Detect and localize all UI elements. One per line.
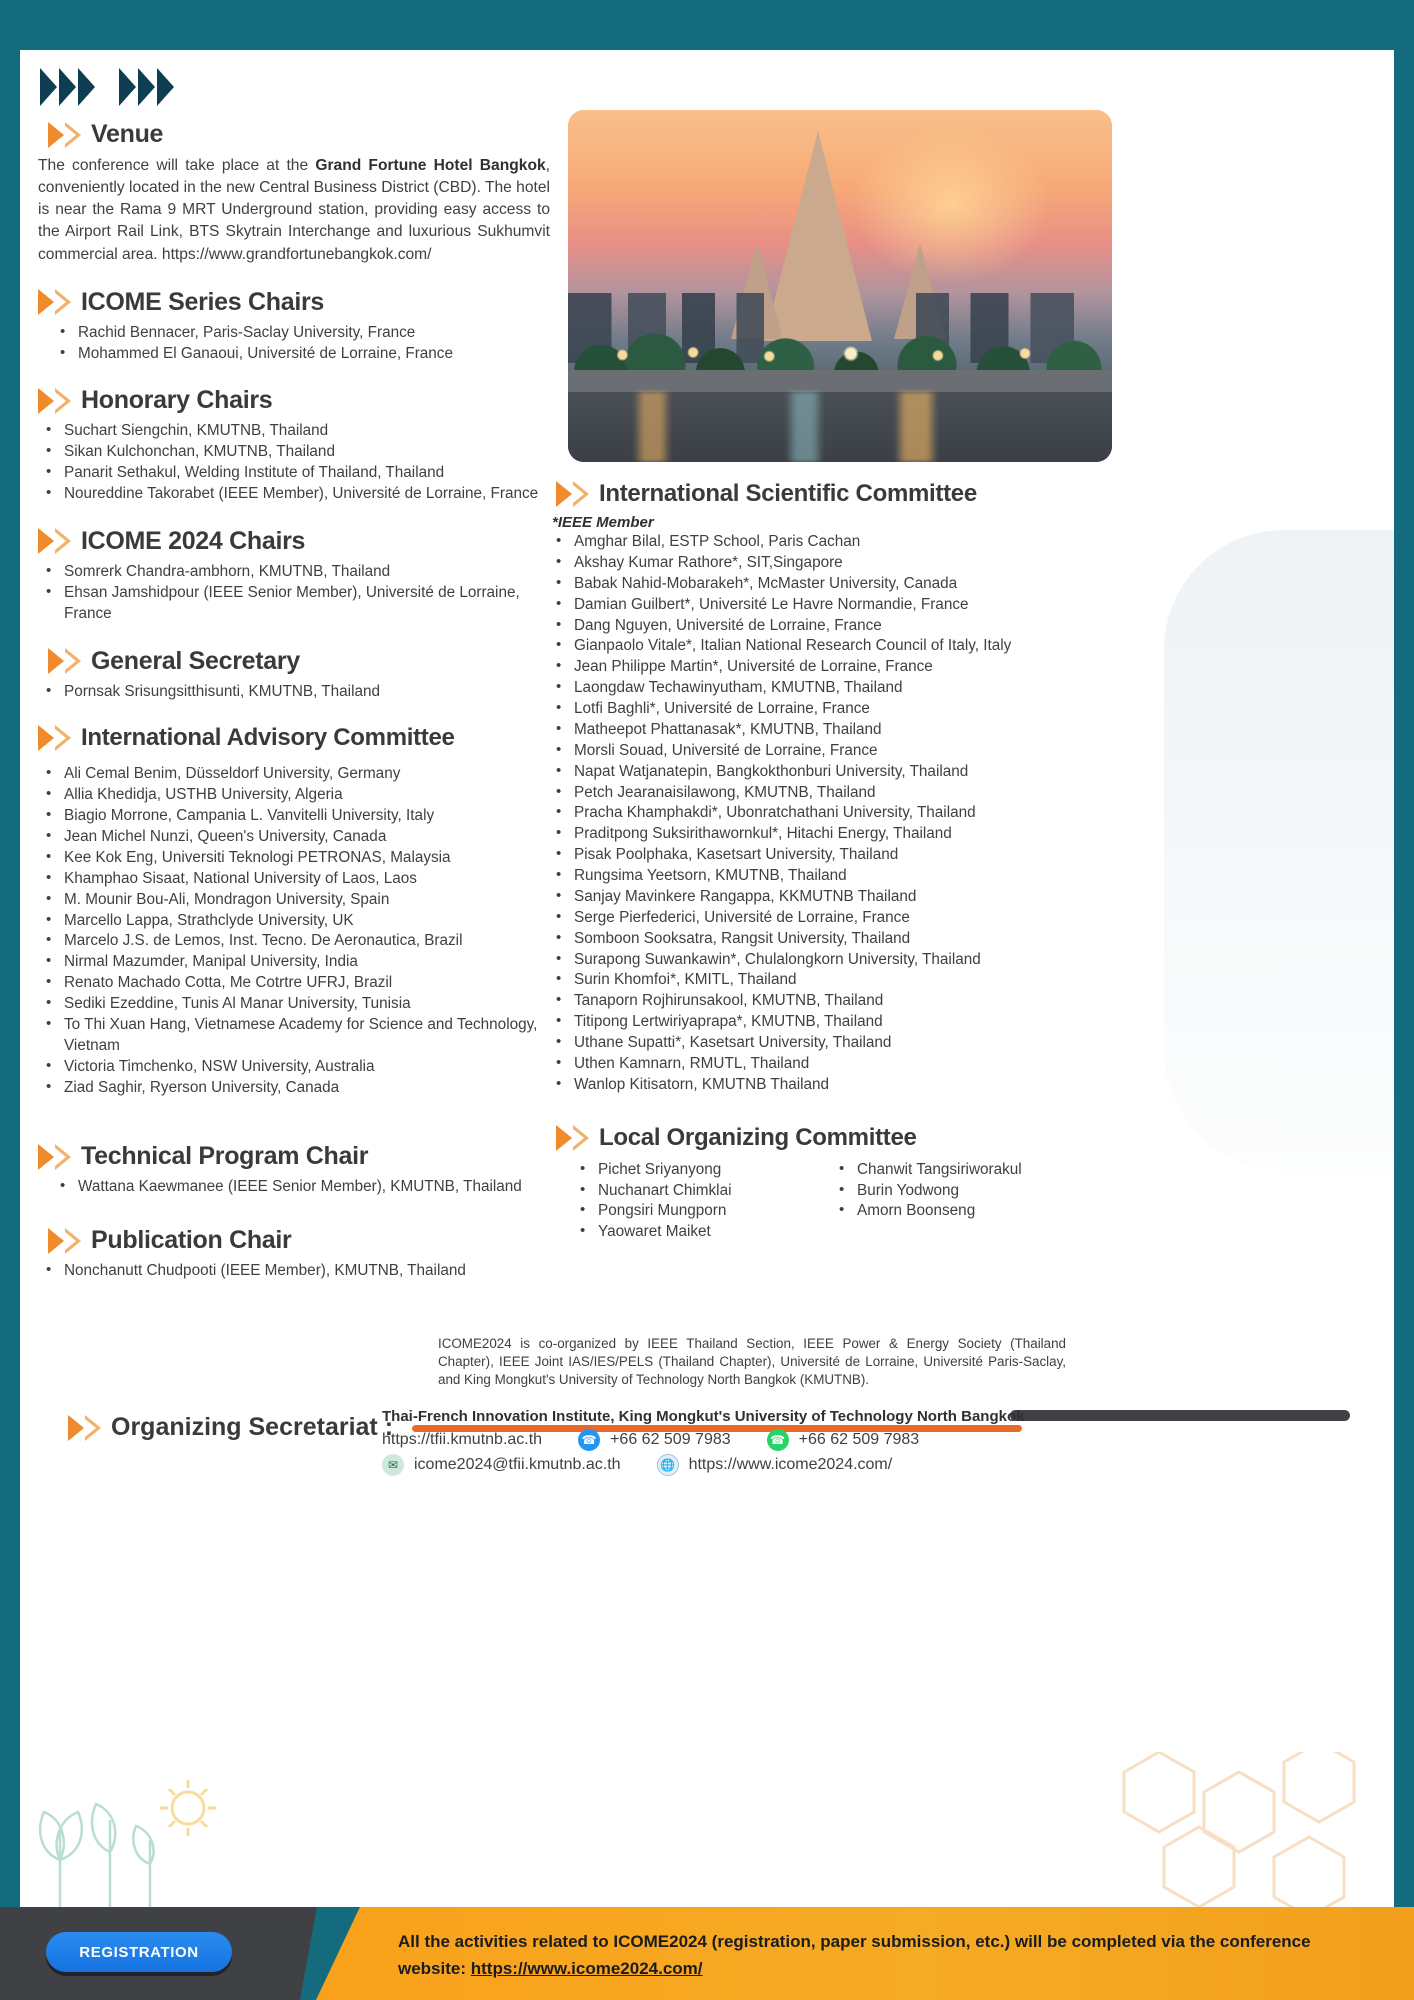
list-item: • Rachid Bennacer, Paris-Saclay University, France bbox=[38, 323, 550, 344]
dark-divider bbox=[1010, 1410, 1350, 1421]
list-item: • M. Mounir Bou-Ali, Mondragon University, Spain bbox=[38, 890, 550, 911]
secretariat-details bbox=[382, 1408, 1042, 1476]
photo-reflections bbox=[568, 392, 1112, 462]
double-arrow-icon bbox=[48, 1228, 81, 1254]
list-item: • Pongsiri Mungporn bbox=[572, 1201, 817, 1222]
list-item: • Pichet Sriyanyong bbox=[572, 1160, 817, 1181]
chevron-right-icon bbox=[59, 68, 76, 106]
publication-chair-list bbox=[38, 1261, 550, 1282]
list-item: • Nirmal Mazumder, Manipal University, India bbox=[38, 952, 550, 973]
list-item: • Babak Nahid-Mobarakeh*, McMaster University, Canada bbox=[548, 574, 1076, 595]
local-committee-column-one bbox=[572, 1160, 817, 1244]
icome-2024-chairs-heading-label: ICOME 2024 Chairs bbox=[81, 526, 306, 555]
photo-lights bbox=[568, 342, 1112, 368]
double-arrow-icon bbox=[556, 481, 589, 507]
scientific-committee-list bbox=[548, 532, 1076, 1096]
list-item: • Burin Yodwong bbox=[831, 1181, 1076, 1202]
list-item: • Jean Michel Nunzi, Queen's University, Canada bbox=[38, 827, 550, 848]
local-committee-columns bbox=[548, 1160, 1076, 1250]
list-item: • Mohammed El Ganaoui, Université de Lorraine, France bbox=[38, 344, 550, 365]
list-item: • Ehsan Jamshidpour (IEEE Senior Member), Université de Lorraine, France bbox=[38, 583, 550, 625]
secretariat-whatsapp: +66 62 509 7983 bbox=[798, 1431, 920, 1448]
double-arrow-icon bbox=[38, 528, 71, 554]
decorative-chevrons bbox=[40, 68, 174, 106]
list-item: • Dang Nguyen, Université de Lorraine, France bbox=[548, 616, 1076, 637]
list-item: • Uthane Supatti*, Kasetsart University, Thailand bbox=[548, 1033, 1076, 1054]
scientific-committee-heading bbox=[556, 480, 1076, 508]
list-item: • To Thi Xuan Hang, Vietnamese Academy for Science and Technology, Vietnam bbox=[38, 1015, 550, 1057]
list-item: • Pracha Khamphakdi*, Ubonratchathani University, Thailand bbox=[548, 803, 1076, 824]
leaf-decoration-icon bbox=[30, 1760, 260, 1910]
secretariat-website-link[interactable]: https://tfii.kmutnb.ac.th bbox=[382, 1431, 543, 1448]
chevron-right-icon bbox=[40, 68, 57, 106]
list-item: • Amorn Boonseng bbox=[831, 1201, 1076, 1222]
conference-website-link[interactable]: https://www.icome2024.com/ bbox=[470, 1959, 703, 1979]
series-chairs-heading bbox=[38, 288, 550, 317]
technical-program-chair-heading-label: Technical Program Chair bbox=[81, 1142, 369, 1171]
photo-quay bbox=[568, 370, 1112, 392]
right-column bbox=[548, 480, 1076, 1249]
list-item: • Biagio Morrone, Campania L. Vanvitelli University, Italy bbox=[38, 806, 550, 827]
advisory-committee-list bbox=[38, 764, 550, 1098]
venue-hotel-name: Grand Fortune Hotel Bangkok bbox=[315, 157, 546, 174]
ieee-member-note: *IEEE Member bbox=[552, 514, 654, 531]
secretariat-heading-label: Organizing Secretariat : bbox=[111, 1413, 394, 1441]
list-item: • Lotfi Baghli*, Université de Lorraine, France bbox=[548, 699, 1076, 720]
phone-icon: ☎ bbox=[578, 1429, 600, 1451]
publication-chair-heading-label: Publication Chair bbox=[91, 1226, 292, 1255]
bottom-bar-message bbox=[398, 1928, 1378, 1983]
list-item: • Renato Machado Cotta, Me Cotrtre UFRJ, Brazil bbox=[38, 973, 550, 994]
list-item: • Serge Pierfederici, Université de Lorraine, France bbox=[548, 908, 1076, 929]
double-arrow-icon bbox=[48, 648, 81, 674]
secretariat-conference-site[interactable]: https://www.icome2024.com/ bbox=[688, 1456, 893, 1473]
venue-heading bbox=[38, 120, 550, 149]
icome-2024-chairs-heading bbox=[38, 527, 550, 556]
list-item: • Uthen Kamnarn, RMUTL, Thailand bbox=[548, 1054, 1076, 1075]
technical-program-chair-heading bbox=[38, 1142, 550, 1171]
registration-button[interactable]: REGISTRATION bbox=[46, 1932, 232, 1972]
left-column bbox=[38, 120, 550, 1288]
co-organized-note: ICOME2024 is co-organized by IEEE Thailand Section, IEEE Power & Energy Society (Thailand Chapter), IEEE Joint IAS/IES/PELS (Thailand Chapter), Université de Lorraine, Université Paris-Saclay, and King Mongkut's University of Technology North Bangkok (KMUTNB). bbox=[438, 1336, 1066, 1387]
publication-chair-heading bbox=[38, 1226, 550, 1255]
list-item: • Khamphao Sisaat, National University of Laos, Laos bbox=[38, 869, 550, 890]
double-arrow-icon bbox=[68, 1415, 101, 1441]
list-item: • Morsli Souad, Université de Lorraine, France bbox=[548, 741, 1076, 762]
globe-icon: 🌐 bbox=[657, 1454, 679, 1476]
list-item: • Rungsima Yeetsorn, KMUTNB, Thailand bbox=[548, 866, 1076, 887]
scientific-committee-heading-label: International Scientific Committee bbox=[599, 480, 977, 507]
background-watermark bbox=[1164, 530, 1394, 1170]
general-secretary-list bbox=[38, 682, 550, 703]
series-chairs-list bbox=[38, 323, 550, 365]
list-item: • Wattana Kaewmanee (IEEE Senior Member), KMUTNB, Thailand bbox=[38, 1177, 550, 1198]
secretariat-institute: Thai-French Innovation Institute, King Mongkut's University of Technology North Bangkok bbox=[382, 1408, 1025, 1425]
advisory-committee-heading-label: International Advisory Committee bbox=[81, 724, 455, 752]
series-chairs-heading-label: ICOME Series Chairs bbox=[81, 287, 325, 316]
local-committee-heading-label: Local Organizing Committee bbox=[599, 1123, 917, 1151]
list-item: • Kee Kok Eng, Universiti Teknologi PETRONAS, Malaysia bbox=[38, 848, 550, 869]
double-arrow-icon bbox=[38, 1144, 71, 1170]
hexagon-decoration-icon bbox=[1084, 1752, 1384, 1922]
chevron-right-icon bbox=[157, 68, 174, 106]
secretariat-row-two bbox=[382, 1454, 1042, 1476]
list-item: • Damian Guilbert*, Université Le Havre Normandie, France bbox=[548, 595, 1076, 616]
list-item: • Chanwit Tangsiriworakul bbox=[831, 1160, 1076, 1181]
list-item: • Amghar Bilal, ESTP School, Paris Cachan bbox=[548, 532, 1076, 553]
poster-page bbox=[20, 50, 1394, 1930]
list-item: • Tanaporn Rojhirunsakool, KMUTNB, Thailand bbox=[548, 991, 1076, 1012]
list-item: • Titipong Lertwiriyaprapa*, KMUTNB, Thailand bbox=[548, 1012, 1076, 1033]
double-arrow-icon bbox=[48, 122, 81, 148]
general-secretary-heading bbox=[38, 647, 550, 676]
venue-text-post: , conveniently located in the new Central Business District (CBD). The hotel is near the Rama 9 MRT Underground station, providing easy access to the Airport Rail Link, BTS Skytrain Interchange and luxurious Sukhumvit commercial area. https://www.grandfortunebangkok.com/ bbox=[38, 157, 550, 263]
photo-sun-glow bbox=[851, 124, 1051, 284]
local-committee-column-two bbox=[831, 1160, 1076, 1244]
whatsapp-icon: ☎ bbox=[767, 1429, 789, 1451]
secretariat-heading bbox=[68, 1413, 393, 1442]
double-arrow-icon bbox=[38, 289, 71, 315]
double-arrow-icon bbox=[556, 1125, 589, 1151]
list-item: • Gianpaolo Vitale*, Italian National Research Council of Italy, Italy bbox=[548, 636, 1076, 657]
list-item: • Surapong Suwankawin*, Chulalongkorn University, Thailand bbox=[548, 950, 1076, 971]
list-item: • Nuchanart Chimklai bbox=[572, 1181, 817, 1202]
list-item: • Suchart Siengchin, KMUTNB, Thailand bbox=[38, 421, 550, 442]
secretariat-phone: +66 62 509 7983 bbox=[610, 1431, 731, 1448]
chevron-right-icon bbox=[78, 68, 95, 106]
technical-program-chair-list bbox=[38, 1177, 550, 1198]
list-item: • Wanlop Kitisatorn, KMUTNB Thailand bbox=[548, 1075, 1076, 1096]
list-item: • Nonchanutt Chudpooti (IEEE Member), KMUTNB, Thailand bbox=[38, 1261, 550, 1282]
chevron-group-left bbox=[40, 68, 95, 106]
email-icon: ✉ bbox=[382, 1454, 404, 1476]
chevron-right-icon bbox=[138, 68, 155, 106]
general-secretary-heading-label: General Secretary bbox=[91, 646, 300, 675]
venue-paragraph bbox=[38, 155, 550, 266]
venue-heading-label: Venue bbox=[91, 120, 164, 148]
list-item: • Panarit Sethakul, Welding Institute of Thailand, Thailand bbox=[38, 463, 550, 484]
list-item: • Petch Jearanaisilawong, KMUTNB, Thailand bbox=[548, 783, 1076, 804]
honorary-chairs-heading bbox=[38, 386, 550, 415]
list-item: • Jean Philippe Martin*, Université de Lorraine, France bbox=[548, 657, 1076, 678]
list-item: • Marcello Lappa, Strathclyde University, UK bbox=[38, 911, 550, 932]
list-item: • Sediki Ezeddine, Tunis Al Manar University, Tunisia bbox=[38, 994, 550, 1015]
double-arrow-icon bbox=[38, 388, 71, 414]
list-item: • Marcelo J.S. de Lemos, Inst. Tecno. De Aeronautica, Brazil bbox=[38, 931, 550, 952]
icome-2024-chairs-list bbox=[38, 562, 550, 625]
list-item: • Somrerk Chandra-ambhorn, KMUTNB, Thailand bbox=[38, 562, 550, 583]
list-item: • Akshay Kumar Rathore*, SIT,Singapore bbox=[548, 553, 1076, 574]
list-item: • Victoria Timchenko, NSW University, Australia bbox=[38, 1057, 550, 1078]
honorary-chairs-heading-label: Honorary Chairs bbox=[81, 386, 273, 415]
list-item: • Somboon Sooksatra, Rangsit University, Thailand bbox=[548, 929, 1076, 950]
list-item: • Ali Cemal Benim, Düsseldorf University, Germany bbox=[38, 764, 550, 785]
double-arrow-icon bbox=[38, 725, 71, 751]
venue-text-pre: The conference will take place at the bbox=[38, 157, 316, 174]
bottom-bar bbox=[0, 1907, 1414, 2000]
list-item: • Praditpong Suksirithawornkul*, Hitachi Energy, Thailand bbox=[548, 824, 1076, 845]
secretariat-row-one bbox=[382, 1429, 1042, 1451]
list-item: • Laongdaw Techawinyutham, KMUTNB, Thailand bbox=[548, 678, 1076, 699]
list-item: • Yaowaret Maiket bbox=[572, 1222, 817, 1243]
photo-river bbox=[568, 392, 1112, 462]
bottom-bar-message-text: All the activities related to ICOME2024 (registration, paper submission, etc.) will be completed via the conference website: bbox=[398, 1931, 1311, 1979]
advisory-committee-heading bbox=[38, 724, 550, 752]
venue-photo bbox=[568, 110, 1112, 462]
list-item: • Sanjay Mavinkere Rangappa, KKMUTNB Thailand bbox=[548, 887, 1076, 908]
secretariat-email[interactable]: icome2024@tfii.kmutnb.ac.th bbox=[414, 1456, 621, 1473]
local-committee-heading bbox=[556, 1124, 1076, 1152]
list-item: • Noureddine Takorabet (IEEE Member), Université de Lorraine, France bbox=[38, 484, 550, 505]
list-item: • Allia Khedidja, USTHB University, Algeria bbox=[38, 785, 550, 806]
list-item: • Surin Khomfoi*, KMITL, Thailand bbox=[548, 970, 1076, 991]
list-item: • Matheepot Phattanasak*, KMUTNB, Thailand bbox=[548, 720, 1076, 741]
chevron-right-icon bbox=[119, 68, 136, 106]
list-item: • Ziad Saghir, Ryerson University, Canada bbox=[38, 1078, 550, 1099]
list-item: • Napat Watjanatepin, Bangkokthonburi University, Thailand bbox=[548, 762, 1076, 783]
list-item: • Pisak Poolphaka, Kasetsart University, Thailand bbox=[548, 845, 1076, 866]
list-item: • Pornsak Srisungsitthisunti, KMUTNB, Thailand bbox=[38, 682, 550, 703]
honorary-chairs-list bbox=[38, 421, 550, 505]
chevron-group-right bbox=[119, 68, 174, 106]
list-item: • Sikan Kulchonchan, KMUTNB, Thailand bbox=[38, 442, 550, 463]
